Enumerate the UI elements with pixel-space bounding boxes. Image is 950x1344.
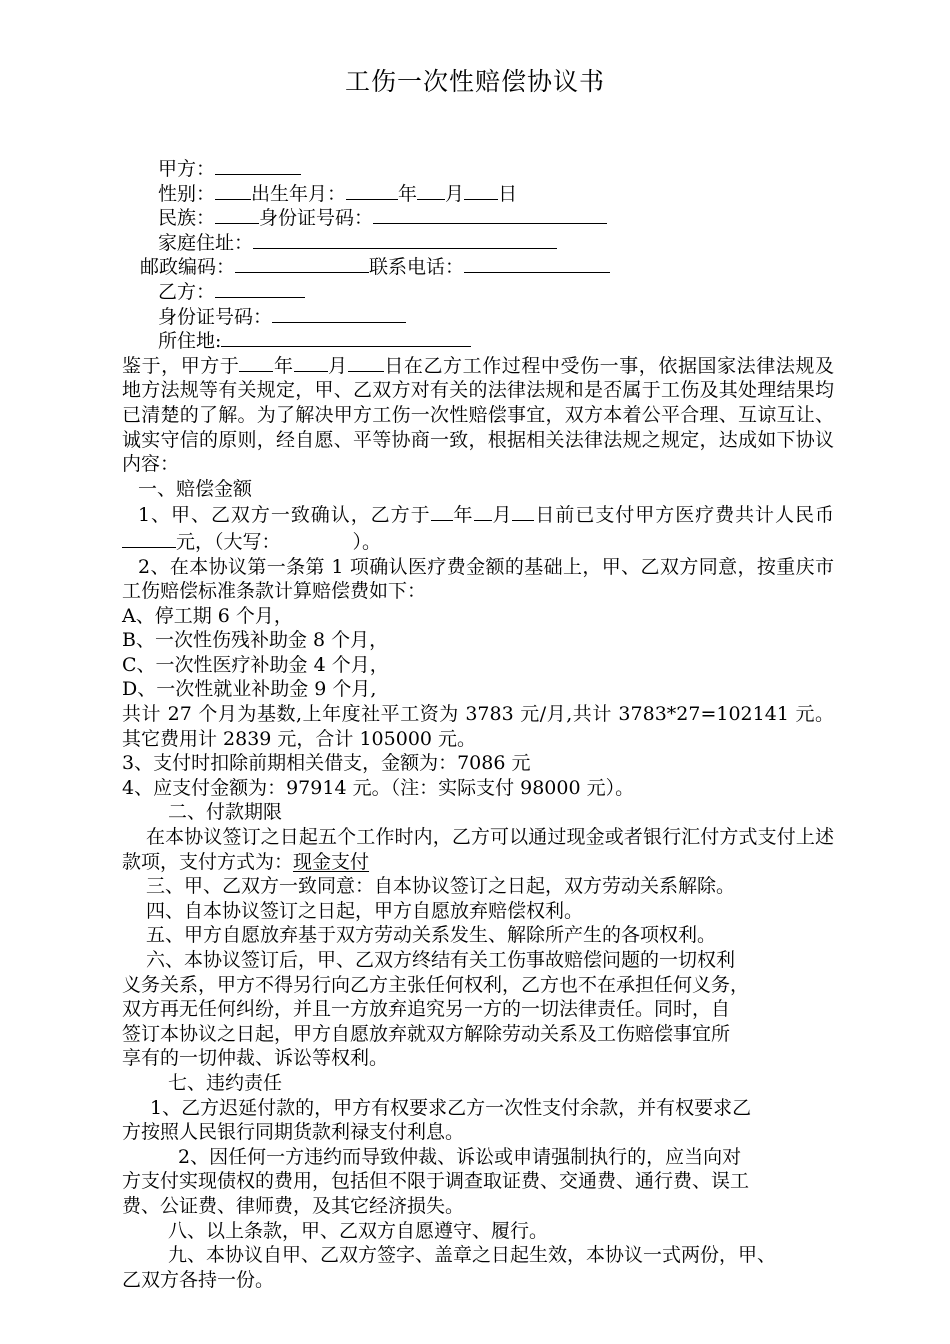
section-7-heading: 七、违约责任 [168,1071,283,1094]
section-7-item-1-line-2: 方按照人民银行同期货款利禄支付利息。 [122,1121,465,1144]
section-2-heading: 二、付款期限 [168,801,283,824]
medical-amount-blank [122,528,176,548]
ethnicity-label: 民族： [158,207,216,230]
section-9-line-2: 乙双方各持一份。 [122,1268,275,1291]
ethnicity-blank [215,204,259,224]
item-1-text-a: 1、甲、乙双方一致确认，乙方于 [138,504,431,527]
item-1-text-g: ）。 [352,530,382,553]
item-1-rmb: 人民币 [775,504,834,527]
section-7-item-1-line-1: 1、乙方迟延付款的，甲方有权要求乙方一次性支付余款，并有权要求乙 [150,1096,752,1119]
party-a-name-label: 甲方： [158,158,216,180]
party-b-name-label: 乙方： [158,280,216,303]
section-2-paragraph [122,825,834,874]
item-1-year: 年 [452,504,474,527]
party-b-id-line [122,303,834,328]
party-b-address-line [122,327,834,352]
document-title: 工伤一次性赔偿协议书 [344,67,605,96]
item-1-month: 月 [491,504,513,527]
preamble-text-2: 日在乙方工作过程中受伤一事，依据国家法律法规及地方法规等有关规定，甲、乙双方对有关的法律法规和是否属于工伤及其处理结果均已清楚的了解。为了解决甲方工伤一次性赔偿事宜，双方本着公平合理、互谅互让、诚实守信的原则，经自愿、平等协商一致，根据相关法律法规之规定，达成如下协议内容： [122,354,834,476]
item-c: C、一次性医疗补助金 4 个月， [122,653,389,676]
gender-blank [215,180,251,200]
payment-method: 现金支付 [293,850,370,873]
section-4: 四、自本协议签订之日起，甲方自愿放弃赔偿权利。 [146,899,584,922]
phone-label: 联系电话： [369,256,465,279]
section-1-item-3: 3、支付时扣除前期相关借支，金额为：7086 元 [122,752,531,775]
item-1-text-d: 日前已支付甲方医疗费共计 [534,504,776,527]
preamble-month: 月 [327,354,348,377]
section-1-item-1 [122,501,834,554]
document-body [122,155,834,1292]
section-2-text: 在本协议签订之日起五个工作时内，乙方可以通过现金或者银行汇付方式支付上述款项，支付方式为： [122,826,834,873]
section-7-item-2-line-3: 费、公证费、律师费，及其它经济损失。 [122,1194,465,1217]
paid-day-blank [512,501,534,521]
section-1-heading: 一、赔偿金额 [138,477,253,500]
section-6-line-1: 六、本协议签订后，甲、乙双方终结有关工伤事故赔偿问题的一切权利 [146,949,736,971]
preamble-paragraph [122,352,834,477]
home-address-blank [253,229,557,249]
phone-blank [464,253,610,273]
item-1-text-f: 元，（大写： [176,530,281,553]
section-1-item-4: 4、应支付金额为：97914 元。（注：实际支付 98000 元）。 [122,776,635,799]
party-a-name-blank [215,155,301,175]
section-6-line-2: 义务关系，甲方不得另行向乙方主张任何权利，乙方也不在承担任何义务， [122,973,750,996]
birth-year-label: 年 [398,182,418,205]
party-b-address-blank [221,327,471,347]
preamble-year: 年 [273,354,294,377]
section-6-line-3: 双方再无任何纠纷，并且一方放弃追究另一方的一切法律责任。同时，自 [122,998,731,1021]
birth-year-blank [346,180,398,200]
birth-month-label: 月 [445,182,465,205]
section-9-line-1: 九、本协议自甲、乙双方签字、盖章之日起生效，本协议一式两份，甲、 [168,1244,777,1267]
section-7-item-2-line-2: 方支付实现债权的费用，包括但不限于调查取证费、交通费、通行费、误工 [122,1170,750,1193]
paid-year-blank [431,501,453,521]
preamble-text-1: 鉴于，甲方于 [122,354,240,377]
item-d: D、一次性就业补助金 9 个月, [122,678,377,701]
home-address-label: 家庭住址： [158,231,254,254]
birth-day-blank [464,180,498,200]
party-a-ethnicity-line [122,204,834,229]
section-5: 五、甲方自愿放弃基于双方劳动关系发生、解除所产生的各项权利。 [146,924,717,947]
party-b-name-blank [215,278,305,298]
party-a-id-label: 身份证号码： [259,207,374,230]
section-6-line-5: 享有的一切仲裁、诉讼等权利。 [122,1047,389,1070]
postcode-blank [235,253,369,273]
birth-label: 出生年月： [251,182,347,205]
birth-day-label: 日 [498,182,518,205]
section-6-line-4: 签订本协议之日起，甲方自愿放弃就双方解除劳动关系及工伤赔偿事宜所 [122,1022,731,1045]
injury-day-blank [348,352,384,372]
party-b-name-line [122,278,834,303]
party-a-gender-line [122,180,834,205]
section-3: 三、甲、乙双方一致同意：自本协议签订之日起，双方劳动关系解除。 [146,875,736,898]
postcode-label: 邮政编码： [140,256,236,279]
total-calculation: 共计 27 个月为基数,上年度社平工资为 3783 元/月,共计 3783*27=102141 元。其它费用计 2839 元，合计 105000 元。 [122,703,834,750]
party-a-contact-line [122,253,834,278]
party-b-id-label: 身份证号码： [158,305,273,328]
party-a-gender-label: 性别： [158,182,216,205]
party-a-id-blank [373,204,607,224]
section-1-item-2: 2、在本协议第一条第 1 项确认医疗费金额的基础上，甲、乙双方同意，按重庆市工伤赔偿标准条款计算赔偿费如下： [122,555,834,603]
item-b: B、一次性伤残补助金 8 个月， [122,629,389,652]
party-b-id-blank [272,303,406,323]
section-8: 八、以上条款，甲、乙双方自愿遵守、履行。 [168,1219,549,1242]
paid-month-blank [474,501,492,521]
injury-month-blank [294,352,328,372]
injury-year-blank [239,352,273,372]
birth-month-blank [417,180,445,200]
party-a-address-line [122,229,834,254]
item-a: A、停工期 6 个月， [122,604,293,627]
section-7-item-2-line-1: 2、因任何一方违约而导致仲裁、诉讼或申请强制执行的，应当向对 [178,1145,742,1168]
party-b-address-label: 所住地: [158,330,222,353]
party-a-name-line [122,155,834,180]
